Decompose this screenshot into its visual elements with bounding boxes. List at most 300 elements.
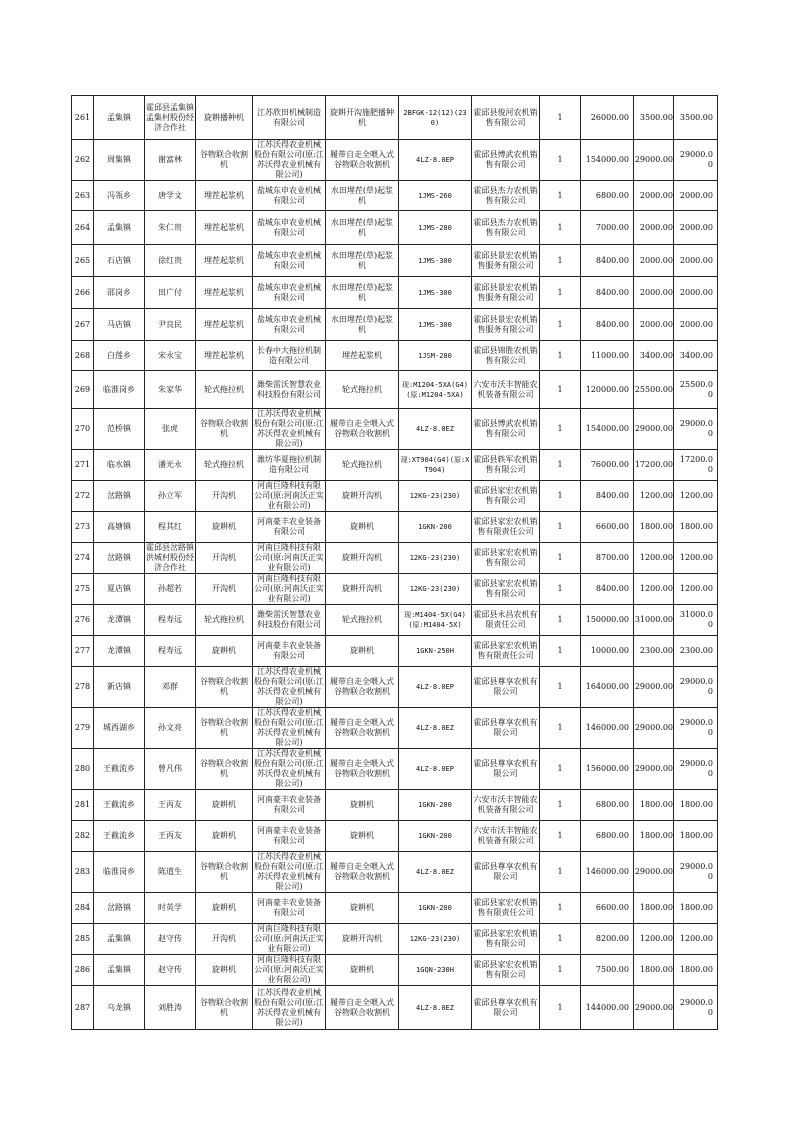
cell-row-number: 283	[72, 852, 94, 893]
cell-township: 王截流乡	[94, 790, 145, 821]
cell-manufacturer: 河南豪丰农业装备有限公司	[253, 636, 326, 667]
cell-product-name: 旋耕开沟机	[326, 924, 399, 955]
cell-manufacturer: 盐城东申农业机械有限公司	[253, 245, 326, 277]
cell-product-name: 履带自走全喂入式谷物联合收割机	[326, 852, 399, 893]
cell-total-subsidy: 2300.00	[674, 636, 718, 667]
table-row	[72, 211, 718, 245]
cell-dealer: 霍邱县杰力农机销售有限公司	[472, 181, 540, 211]
cell-product-name: 水田埋茬(草)起浆机	[326, 277, 399, 309]
cell-township: 王截流乡	[94, 749, 145, 790]
cell-dealer: 霍邱县尊享农机有限公司	[472, 667, 540, 708]
cell-product-name: 旋耕机	[326, 893, 399, 924]
cell-buyer-name: 霍邱县岔路镇洪城村股份经济合作社	[146, 543, 194, 572]
cell-total-subsidy: 2000.00	[674, 211, 718, 245]
cell-township: 邵岗乡	[94, 277, 145, 309]
cell-quantity: 1	[540, 636, 581, 667]
cell-quantity: 1	[540, 790, 581, 821]
cell-subsidy-per-unit: 2300.00	[634, 636, 674, 667]
cell-subsidy-per-unit: 29000.00	[634, 852, 674, 893]
cell-sale-price: 6600.00	[581, 512, 634, 543]
cell-row-number: 265	[72, 245, 94, 277]
cell-model-number: 4LZ-8.0EZ	[399, 708, 472, 749]
cell-subsidy-per-unit: 29000.00	[634, 986, 674, 1030]
cell-total-subsidy: 1800.00	[674, 893, 718, 924]
cell-subsidy-per-unit: 1800.00	[634, 955, 674, 986]
cell-total-subsidy: 29000.00	[674, 708, 718, 749]
table-row	[72, 245, 718, 277]
cell-quantity: 1	[540, 512, 581, 543]
cell-product-name: 水田埋茬(草)起浆机	[326, 211, 399, 245]
cell-dealer: 霍邱县锦胜农机销售有限公司	[472, 341, 540, 371]
cell-total-subsidy: 1200.00	[674, 924, 718, 955]
cell-sale-price: 154000.00	[581, 409, 634, 450]
cell-subsidy-per-unit: 17200.00	[634, 450, 674, 481]
cell-quantity: 1	[540, 96, 581, 140]
cell-total-subsidy: 3400.00	[674, 341, 718, 371]
cell-dealer: 霍邱县尊享农机有限公司	[472, 852, 540, 893]
cell-quantity: 1	[540, 277, 581, 309]
cell-sale-price: 7000.00	[581, 211, 634, 245]
cell-sale-price: 8700.00	[581, 543, 634, 574]
cell-manufacturer: 盐城东申农业机械有限公司	[253, 181, 326, 211]
cell-product-name: 旋耕开沟施肥播种机	[326, 96, 399, 140]
cell-machine-category: 旋耕播种机	[196, 96, 253, 140]
cell-product-name: 轮式拖拉机	[326, 605, 399, 636]
cell-sale-price: 6600.00	[581, 893, 634, 924]
cell-row-number: 261	[72, 96, 94, 140]
cell-model-number: 1GKN-200	[399, 821, 472, 852]
cell-manufacturer: 河南豪丰农业装备有限公司	[253, 512, 326, 543]
cell-buyer-name: 霍邱县孟集镇孟集村股份经济合作社	[145, 96, 196, 140]
cell-subsidy-per-unit: 2000.00	[634, 245, 674, 277]
cell-row-number: 263	[72, 181, 94, 211]
cell-township: 乌龙镇	[94, 986, 145, 1030]
table-row	[72, 986, 718, 1030]
cell-manufacturer: 江苏沃得农业机械股份有限公司(原:江苏沃得农业机械有限公司)	[254, 667, 324, 706]
cell-machine-category: 轮式拖拉机	[196, 371, 253, 409]
cell-machine-category: 埋茬起浆机	[196, 181, 253, 211]
cell-buyer-name: 陈道生	[145, 852, 196, 893]
cell-subsidy-per-unit: 2000.00	[634, 211, 674, 245]
cell-township: 白莲乡	[94, 341, 145, 371]
cell-total-subsidy: 29000.00	[674, 852, 718, 893]
cell-township: 临淮岗乡	[94, 852, 145, 893]
cell-buyer-name: 宋永宝	[145, 341, 196, 371]
cell-total-subsidy: 25500.00	[674, 371, 718, 409]
cell-subsidy-per-unit: 1200.00	[634, 543, 674, 574]
cell-manufacturer: 潍柴雷沃智慧农业科技股份有限公司	[253, 371, 326, 409]
table-row	[72, 893, 718, 924]
cell-quantity: 1	[540, 924, 581, 955]
cell-dealer: 霍邱县家宏农机销售有限责任公司	[472, 636, 540, 667]
cell-machine-category: 旋耕机	[196, 790, 253, 821]
cell-subsidy-per-unit: 2000.00	[634, 309, 674, 341]
cell-buyer-name: 孙立军	[145, 481, 196, 512]
cell-township: 临淮岗乡	[94, 371, 145, 409]
cell-total-subsidy: 29000.00	[674, 140, 718, 181]
cell-manufacturer: 江苏沃得农业机械股份有限公司(原:江苏沃得农业机械有限公司)	[253, 986, 326, 1030]
cell-sale-price: 8200.00	[581, 924, 634, 955]
cell-machine-category: 谷物联合收割机	[196, 140, 253, 181]
cell-buyer-name: 程寿远	[145, 636, 196, 667]
cell-quantity: 1	[540, 605, 581, 636]
cell-machine-category: 旋耕机	[196, 821, 253, 852]
table-row	[72, 277, 718, 309]
cell-quantity: 1	[540, 181, 581, 211]
cell-total-subsidy: 1800.00	[674, 821, 718, 852]
cell-model-number: 1GKN-200	[399, 893, 472, 924]
cell-manufacturer: 河南豪丰农业装备有限公司	[253, 821, 326, 852]
cell-model-number: 1JMS-280	[399, 211, 472, 245]
cell-product-name: 履带自走全喂入式谷物联合收割机	[326, 667, 399, 708]
cell-product-name: 埋茬起浆机	[326, 341, 399, 371]
cell-product-name: 旋耕开沟机	[326, 543, 399, 574]
cell-machine-category: 谷物联合收割机	[196, 667, 253, 708]
cell-manufacturer: 河南巨隆科技有限公司(原:河南沃正实业有限公司)	[254, 955, 324, 984]
cell-subsidy-per-unit: 1200.00	[634, 924, 674, 955]
cell-township: 岔路镇	[94, 893, 145, 924]
table-row	[72, 181, 718, 211]
cell-product-name: 履带自走全喂入式谷物联合收割机	[326, 749, 399, 790]
cell-quantity: 1	[540, 481, 581, 512]
cell-manufacturer: 江苏沃得农业机械股份有限公司(原:江苏沃得农业机械有限公司)	[254, 409, 324, 448]
table-row	[72, 821, 718, 852]
cell-product-name: 履带自走全喂入式谷物联合收割机	[326, 986, 399, 1030]
cell-sale-price: 164000.00	[581, 667, 634, 708]
cell-machine-category: 开沟机	[196, 924, 253, 955]
cell-quantity: 1	[540, 574, 581, 605]
cell-row-number: 267	[72, 309, 94, 341]
cell-manufacturer: 长春中大拖拉机制造有限公司	[253, 341, 326, 371]
cell-row-number: 282	[72, 821, 94, 852]
cell-quantity: 1	[540, 450, 581, 481]
cell-quantity: 1	[540, 667, 581, 708]
cell-sale-price: 11000.00	[581, 341, 634, 371]
cell-manufacturer: 江苏沃得农业机械股份有限公司(原:江苏沃得农业机械有限公司)	[254, 852, 324, 891]
cell-dealer: 六安市沃丰智能农机装备有限公司	[472, 790, 540, 821]
cell-dealer: 霍邱县景宏农机销售服务有限公司	[472, 277, 540, 309]
cell-buyer-name: 孙超若	[145, 574, 196, 605]
cell-machine-category: 埋茬起浆机	[196, 211, 253, 245]
cell-product-name: 轮式拖拉机	[326, 450, 399, 481]
cell-total-subsidy: 31000.00	[674, 605, 718, 636]
cell-row-number: 285	[72, 924, 94, 955]
cell-total-subsidy: 2000.00	[674, 277, 718, 309]
cell-total-subsidy: 1800.00	[674, 512, 718, 543]
cell-dealer: 霍邱县家宏农机销售有限公司	[472, 924, 540, 955]
cell-total-subsidy: 3500.00	[674, 96, 718, 140]
cell-model-number: 1GQN-230H	[399, 955, 472, 986]
cell-total-subsidy: 2000.00	[674, 245, 718, 277]
cell-manufacturer: 河南巨隆科技有限公司(原:河南沃正实业有限公司)	[254, 924, 324, 953]
cell-manufacturer: 江苏沃得农业机械股份有限公司(原:江苏沃得农业机械有限公司)	[254, 708, 324, 747]
table-row	[72, 371, 718, 409]
cell-machine-category: 旋耕机	[196, 636, 253, 667]
table-row	[72, 955, 718, 986]
cell-township: 临水镇	[94, 450, 145, 481]
cell-sale-price: 144000.00	[581, 986, 634, 1030]
cell-quantity: 1	[540, 211, 581, 245]
cell-subsidy-per-unit: 29000.00	[634, 667, 674, 708]
cell-sale-price: 146000.00	[581, 852, 634, 893]
cell-row-number: 284	[72, 893, 94, 924]
cell-township: 孟集镇	[94, 924, 145, 955]
cell-model-number: 2BFGK-12(12)(230)	[399, 96, 472, 140]
cell-row-number: 272	[72, 481, 94, 512]
table-row	[72, 667, 718, 708]
cell-machine-category: 轮式拖拉机	[196, 605, 253, 636]
cell-machine-category: 谷物联合收割机	[196, 986, 253, 1030]
cell-subsidy-per-unit: 29000.00	[634, 409, 674, 450]
cell-machine-category: 开沟机	[196, 574, 253, 605]
cell-township: 王截流乡	[94, 821, 145, 852]
cell-machine-category: 埋茬起浆机	[196, 309, 253, 341]
cell-product-name: 旋耕开沟机	[326, 574, 399, 605]
cell-product-name: 旋耕开沟机	[326, 481, 399, 512]
cell-total-subsidy: 1800.00	[674, 790, 718, 821]
cell-model-number: 4LZ-8.0EZ	[399, 409, 472, 450]
cell-buyer-name: 刘胜涛	[145, 986, 196, 1030]
cell-township: 新店镇	[94, 667, 145, 708]
cell-model-number: 4LZ-8.0EP	[399, 667, 472, 708]
table-row	[72, 636, 718, 667]
cell-machine-category: 轮式拖拉机	[196, 450, 253, 481]
cell-subsidy-per-unit: 1800.00	[634, 790, 674, 821]
cell-manufacturer: 河南豪丰农业装备有限公司	[253, 790, 326, 821]
cell-buyer-name: 谢富林	[145, 140, 196, 181]
cell-machine-category: 谷物联合收割机	[196, 852, 253, 893]
cell-total-subsidy: 17200.00	[674, 450, 718, 481]
cell-quantity: 1	[540, 986, 581, 1030]
table-row	[72, 924, 718, 955]
cell-dealer: 霍邱县家宏农机销售有限公司	[472, 481, 540, 512]
cell-subsidy-per-unit: 29000.00	[634, 140, 674, 181]
cell-row-number: 273	[72, 512, 94, 543]
cell-row-number: 270	[72, 409, 94, 450]
cell-buyer-name: 潘光永	[145, 450, 196, 481]
cell-buyer-name: 曾凡伟	[145, 749, 196, 790]
cell-row-number: 268	[72, 341, 94, 371]
cell-buyer-name: 时英学	[145, 893, 196, 924]
cell-township: 岔路镇	[94, 543, 145, 574]
cell-machine-category: 埋茬起浆机	[196, 341, 253, 371]
cell-row-number: 274	[72, 543, 94, 574]
cell-subsidy-per-unit: 29000.00	[634, 708, 674, 749]
cell-buyer-name: 程其红	[145, 512, 196, 543]
cell-dealer: 霍邱县家宏农机销售有限责任公司	[472, 512, 540, 543]
cell-township: 孟集镇	[94, 955, 145, 986]
cell-quantity: 1	[540, 543, 581, 574]
cell-dealer: 霍邱县家宏农机销售有限公司	[472, 574, 540, 605]
cell-machine-category: 旋耕机	[196, 955, 253, 986]
cell-buyer-name: 徐红贵	[145, 245, 196, 277]
table-row	[72, 749, 718, 790]
cell-township: 岔路镇	[94, 481, 145, 512]
cell-manufacturer: 潍坊华夏拖拉机制造有限公司	[253, 450, 326, 481]
table-row	[72, 605, 718, 636]
cell-buyer-name: 王丙友	[145, 821, 196, 852]
cell-product-name: 旋耕机	[326, 512, 399, 543]
cell-dealer: 霍邱县永昌农机有限责任公司	[472, 605, 540, 636]
table-row	[72, 481, 718, 512]
cell-subsidy-per-unit: 1800.00	[634, 821, 674, 852]
cell-row-number: 264	[72, 211, 94, 245]
cell-row-number: 262	[72, 140, 94, 181]
cell-sale-price: 7500.00	[581, 955, 634, 986]
cell-dealer: 霍邱县博武农机销售有限公司	[472, 140, 540, 181]
cell-manufacturer: 河南巨隆科技有限公司(原:河南沃正实业有限公司)	[254, 574, 324, 603]
cell-total-subsidy: 1200.00	[674, 481, 718, 512]
cell-model-number: 1JMS-300	[399, 245, 472, 277]
table-row	[72, 852, 718, 893]
cell-machine-category: 谷物联合收割机	[196, 409, 253, 450]
cell-row-number: 280	[72, 749, 94, 790]
cell-manufacturer: 江苏欣田机械制造有限公司	[253, 96, 326, 140]
cell-township: 周集镇	[94, 140, 145, 181]
cell-row-number: 286	[72, 955, 94, 986]
cell-buyer-name: 田广付	[145, 277, 196, 309]
cell-row-number: 269	[72, 371, 94, 409]
cell-machine-category: 谷物联合收割机	[196, 749, 253, 790]
cell-row-number: 281	[72, 790, 94, 821]
cell-dealer: 霍邱县俊河农机销售有限公司	[472, 96, 540, 140]
cell-model-number: 4LZ-8.0EP	[399, 140, 472, 181]
cell-product-name: 履带自走全喂入式谷物联合收割机	[326, 708, 399, 749]
cell-sale-price: 150000.00	[581, 605, 634, 636]
cell-township: 夏店镇	[94, 574, 145, 605]
cell-dealer: 霍邱县尊享农机有限公司	[472, 749, 540, 790]
cell-row-number: 276	[72, 605, 94, 636]
cell-product-name: 旋耕机	[326, 636, 399, 667]
cell-product-name: 水田埋茬(草)起浆机	[326, 181, 399, 211]
table-row	[72, 409, 718, 450]
cell-buyer-name: 赵守传	[145, 955, 196, 986]
cell-machine-category: 旋耕机	[196, 893, 253, 924]
cell-township: 孟集镇	[94, 96, 145, 140]
cell-subsidy-per-unit: 29000.00	[634, 749, 674, 790]
cell-total-subsidy: 29000.00	[674, 986, 718, 1030]
cell-total-subsidy: 1800.00	[674, 955, 718, 986]
cell-subsidy-per-unit: 3400.00	[634, 341, 674, 371]
cell-machine-category: 埋茬起浆机	[196, 245, 253, 277]
cell-sale-price: 6800.00	[581, 821, 634, 852]
cell-total-subsidy: 29000.00	[674, 749, 718, 790]
cell-buyer-name: 邓群	[145, 667, 196, 708]
cell-subsidy-per-unit: 25500.00	[634, 371, 674, 409]
cell-township: 冯瓴乡	[94, 181, 145, 211]
table-row	[72, 512, 718, 543]
cell-total-subsidy: 29000.00	[674, 667, 718, 708]
cell-manufacturer: 盐城东申农业机械有限公司	[253, 309, 326, 341]
cell-buyer-name: 朱家华	[145, 371, 196, 409]
table-row	[72, 574, 718, 605]
cell-manufacturer: 江苏沃得农业机械股份有限公司(原:江苏沃得农业机械有限公司)	[254, 140, 324, 179]
cell-product-name: 水田埋茬(草)起浆机	[326, 309, 399, 341]
cell-buyer-name: 程寿远	[145, 605, 196, 636]
cell-model-number: 现:XT904(G4)(原:XT904)	[399, 450, 472, 481]
cell-buyer-name: 张虎	[145, 409, 196, 450]
cell-manufacturer: 盐城东申农业机械有限公司	[253, 277, 326, 309]
table-row	[72, 309, 718, 341]
cell-subsidy-per-unit: 1200.00	[634, 481, 674, 512]
cell-product-name: 水田埋茬(草)起浆机	[326, 245, 399, 277]
cell-dealer: 霍邱县家宏农机销售有限公司	[472, 543, 540, 574]
cell-row-number: 287	[72, 986, 94, 1030]
cell-total-subsidy: 1200.00	[674, 574, 718, 605]
cell-manufacturer: 河南巨隆科技有限公司(原:河南沃正实业有限公司)	[254, 543, 324, 572]
cell-manufacturer: 潍柴雷沃智慧农业科技股份有限公司	[253, 605, 326, 636]
cell-model-number: 1JSM-280	[399, 341, 472, 371]
cell-township: 龙潭镇	[94, 605, 145, 636]
cell-total-subsidy: 1200.00	[674, 543, 718, 574]
cell-township: 石店镇	[94, 245, 145, 277]
cell-row-number: 278	[72, 667, 94, 708]
cell-machine-category: 开沟机	[196, 481, 253, 512]
cell-subsidy-per-unit: 2000.00	[634, 277, 674, 309]
cell-dealer: 霍邱县家宏农机销售有限责任公司	[472, 893, 540, 924]
cell-quantity: 1	[540, 852, 581, 893]
cell-sale-price: 76000.00	[581, 450, 634, 481]
cell-township: 城西湖乡	[94, 708, 145, 749]
cell-model-number: 1JMS-260	[399, 181, 472, 211]
cell-dealer: 霍邱县尊享农机有限公司	[472, 986, 540, 1030]
cell-township: 范桥镇	[94, 409, 145, 450]
cell-dealer: 霍邱县轶军农机销售有限公司	[472, 450, 540, 481]
table-row	[72, 450, 718, 481]
cell-model-number: 4LZ-8.0EZ	[399, 986, 472, 1030]
cell-row-number: 271	[72, 450, 94, 481]
cell-model-number: 12KG-23(230)	[399, 543, 472, 574]
cell-quantity: 1	[540, 245, 581, 277]
cell-manufacturer: 江苏沃得农业机械股份有限公司(原:江苏沃得农业机械有限公司)	[254, 749, 324, 788]
cell-township: 高塘镇	[94, 512, 145, 543]
cell-row-number: 277	[72, 636, 94, 667]
cell-township: 孟集镇	[94, 211, 145, 245]
cell-model-number: 现:M1204-5XA(G4)(原:M1204-5XA)	[399, 371, 472, 409]
table-row	[72, 543, 718, 574]
cell-quantity: 1	[540, 341, 581, 371]
cell-buyer-name: 朱仁贵	[145, 211, 196, 245]
cell-dealer: 霍邱县博武农机销售有限公司	[472, 409, 540, 450]
cell-sale-price: 6800.00	[581, 790, 634, 821]
cell-subsidy-per-unit: 31000.00	[634, 605, 674, 636]
cell-sale-price: 156000.00	[581, 749, 634, 790]
cell-dealer: 霍邱县杰力农机销售有限公司	[472, 211, 540, 245]
cell-row-number: 275	[72, 574, 94, 605]
cell-model-number: 1GKN-250H	[399, 636, 472, 667]
cell-model-number: 1GKN-200	[399, 790, 472, 821]
cell-model-number: 现:M1404-5X(G4)(原:M1404-5X)	[399, 605, 472, 636]
cell-manufacturer: 盐城东申农业机械有限公司	[253, 211, 326, 245]
cell-total-subsidy: 29000.00	[674, 409, 718, 450]
cell-sale-price: 8400.00	[581, 277, 634, 309]
cell-machine-category: 埋茬起浆机	[196, 277, 253, 309]
cell-buyer-name: 赵守传	[145, 924, 196, 955]
cell-model-number: 12KG-23(230)	[399, 481, 472, 512]
cell-dealer: 霍邱县景宏农机销售服务有限公司	[472, 245, 540, 277]
table-row	[72, 790, 718, 821]
cell-product-name: 履带自走全喂入式谷物联合收割机	[326, 409, 399, 450]
cell-sale-price: 6800.00	[581, 181, 634, 211]
cell-sale-price: 8400.00	[581, 481, 634, 512]
cell-model-number: 4LZ-8.0EZ	[399, 852, 472, 893]
cell-subsidy-per-unit: 2000.00	[634, 181, 674, 211]
cell-subsidy-per-unit: 1800.00	[634, 893, 674, 924]
cell-sale-price: 8400.00	[581, 309, 634, 341]
cell-total-subsidy: 2000.00	[674, 309, 718, 341]
cell-township: 马店镇	[94, 309, 145, 341]
cell-sale-price: 8400.00	[581, 574, 634, 605]
